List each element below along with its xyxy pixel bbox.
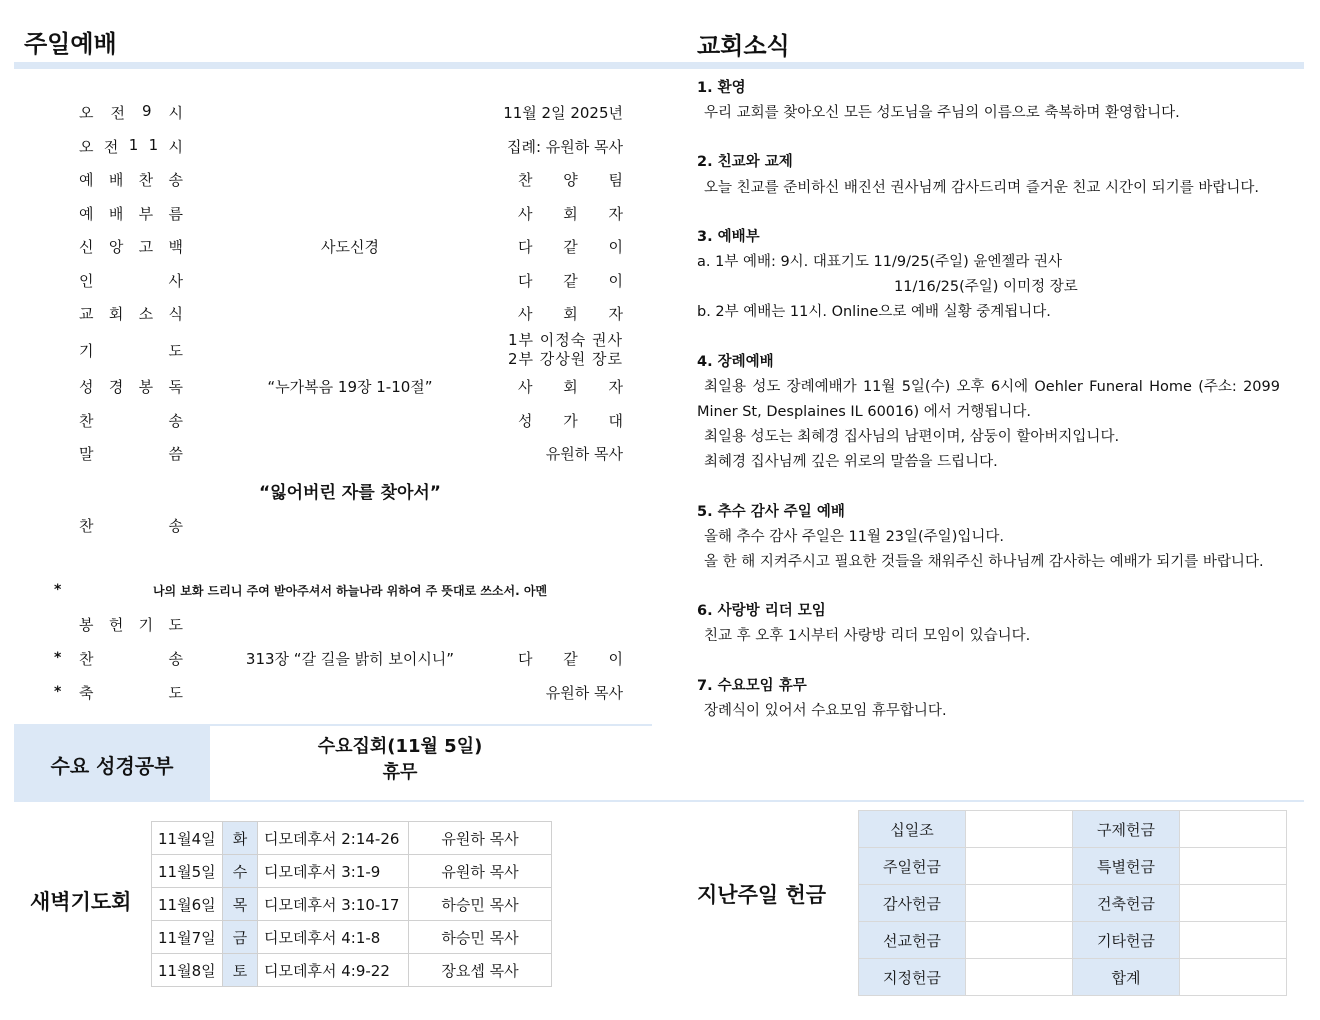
order-item: 313장 “갈 길을 밝히 보이시니” [245,650,455,668]
offering-value [1180,848,1287,885]
offering-table [858,810,1287,996]
order-label-prayer: 기 도 [79,342,183,360]
offering-label: 선교헌금 [859,922,966,959]
star-mark: * [54,582,62,598]
dawn-leader: 하승민 목사 [409,921,552,954]
dawn-date: 11월6일 [152,888,223,921]
order-leader: 다 같 이 [518,650,623,668]
offering-label: 구제헌금 [1073,811,1180,848]
dawn-text: 디모데후서 2:14-26 [258,822,409,855]
offering-row [859,959,1287,996]
news-item-line: 올해 추수 감사 주일은 11월 23일(주일)입니다. [704,528,1004,545]
dawn-day: 화 [223,822,258,855]
offering-title: 지난주일 헌금 [697,883,827,907]
offering-value [1180,885,1287,922]
bottom-divider [14,800,1304,802]
order-label-hymn: 찬 송 [79,517,183,535]
offering-row [859,885,1287,922]
wed-study-title: 수요 성경공부 [14,726,210,802]
order-label: 오 전 9 시 [79,102,183,122]
order-label: 찬 송 [79,650,183,668]
offering-label: 십일조 [859,811,966,848]
news-item-line: 11/16/25(주일) 이미정 장로 [894,279,1078,296]
news-item-line: 올 한 해 지켜주시고 필요한 것들을 채워주신 하나님께 감사하는 예배가 되기를 바랍니다. [704,554,1264,571]
offering-value [966,922,1073,959]
wed-line1: 수요집회(11월 5일) [317,736,483,757]
order-label: 축 도 [79,684,183,702]
sermon-title: “잃어버린 자를 찾아서” [259,483,441,503]
dawn-leader: 하승민 목사 [409,888,552,921]
dawn-day: 토 [223,954,258,987]
dawn-title: 새벽기도회 [30,890,132,914]
news-item-title: 5. 추수 감사 주일 예배 [697,503,845,520]
offering-row [859,811,1287,848]
dawn-leader: 유원하 목사 [409,822,552,855]
offering-label: 감사헌금 [859,885,966,922]
news-item-title: 7. 수요모임 휴무 [697,677,807,694]
dawn-row [152,822,552,855]
offering-value [966,885,1073,922]
dawn-date: 11월5일 [152,855,223,888]
dawn-text: 디모데후서 3:10-17 [258,888,409,921]
order-leader: 유원하 목사 [545,445,623,463]
order-label: 봉 헌 기 도 [79,616,183,634]
offering-label: 기타헌금 [1073,922,1180,959]
news-item-line: 친교 후 오후 1시부터 사랑방 리더 모임이 있습니다. [704,628,1031,645]
news-item [697,500,1280,576]
order-leader: 찬 양 팀 [518,171,623,189]
order-leader: 사 회 자 [518,205,623,223]
news-item [697,350,1280,476]
news-item [697,674,1280,724]
news-item-title: 3. 예배부 [697,228,760,245]
dawn-row [152,921,552,954]
news-item-line: b. 2부 예배는 11시. Online으로 예배 실황 중계됩니다. [697,304,1051,321]
news-item-line: a. 1부 예배: 9시. 대표기도 11/9/25(주일) 윤엔젤라 권사 [697,254,1063,271]
news-item-line: 오늘 친교를 준비하신 배진선 권사님께 감사드리며 즐거운 친교 시간이 되기를 바랍니다. [704,179,1259,196]
offering-value [1180,922,1287,959]
offering-label: 특별헌금 [1073,848,1180,885]
offering-label: 합계 [1073,959,1180,996]
star-mark: * [54,650,62,666]
news-item-title: 1. 환영 [697,80,746,96]
prayer-leader-2: 2부 강상원 장로 [507,350,623,368]
order-label: 교 회 소 식 [79,305,183,323]
offering-value [1180,811,1287,848]
news-item-title: 6. 사랑방 리더 모임 [697,603,826,620]
dawn-date: 11월7일 [152,921,223,954]
dawn-leader: 장요셉 목사 [409,954,552,987]
order-item: 사도신경 [321,238,379,256]
news-title: 교회소식 [697,32,790,60]
worship-title: 주일예배 [24,30,117,58]
offering-value [966,848,1073,885]
dawn-day: 수 [223,855,258,888]
order-label: 신 앙 고 백 [79,238,183,256]
news-list [697,76,1280,724]
order-leader: 유원하 목사 [545,684,623,702]
order-leader: 다 같 이 [518,272,623,290]
dawn-row [152,888,552,921]
dawn-day: 목 [223,888,258,921]
order-leader: 사 회 자 [518,378,623,396]
dawn-day: 금 [223,921,258,954]
dawn-row [152,954,552,987]
news-item-title: 4. 장례예배 [697,353,774,370]
news-item [697,599,1280,649]
dawn-text: 디모데후서 4:1-8 [258,921,409,954]
dawn-text: 디모데후서 4:9-22 [258,954,409,987]
order-label: 오 전 1 1 시 [79,136,183,156]
offering-row [859,848,1287,885]
dawn-date: 11월8일 [152,954,223,987]
offering-row [859,922,1287,959]
news-item [697,150,1280,200]
order-item: “누가복음 19장 1-10절” [267,378,433,396]
dawn-date: 11월4일 [152,822,223,855]
offering-value [966,959,1073,996]
news-item [697,76,1280,126]
dawn-row [152,855,552,888]
offering-value [966,811,1073,848]
news-item [697,225,1280,326]
order-leader: 11월 2일 2025년 [503,104,623,122]
offering-label: 건축헌금 [1073,885,1180,922]
order-label: 인 사 [79,272,183,290]
order-leader: 성 가 대 [518,412,623,430]
offering-value [1180,959,1287,996]
order-label: 찬 송 [79,412,183,430]
order-label: 말 씀 [79,445,183,463]
dawn-table [151,821,552,987]
dawn-leader: 유원하 목사 [409,855,552,888]
offering-label: 주일헌금 [859,848,966,885]
order-label: 성 경 봉 독 [79,378,183,396]
wed-study-info [210,734,590,786]
offertory-prayer: 나의 보화 드리니 주여 받아주셔서 하늘나라 위하여 주 뜻대로 쓰소서. 아멘 [152,584,548,598]
news-item-line: 최일용 성도 장례예배가 11월 5일(수) 오후 6시에 Oehler Funeral Home (주소: 2099 Miner St, Desplaines IL 60016) 에서 거행됩니다. [697,378,1280,421]
order-leader: 집례: 유원하 목사 [506,138,623,156]
news-item-line: 최일용 성도는 최혜경 집사님의 남편이며, 삼둥이 할아버지입니다. [704,429,1120,446]
news-item-line: 최혜경 집사님께 깊은 위로의 말씀을 드립니다. [704,454,998,471]
prayer-leader-1: 1부 이정숙 권사 [507,331,623,349]
order-label: 예 배 부 름 [79,205,183,223]
news-item-title: 2. 친교와 교제 [697,154,793,171]
wed-line2: 휴무 [382,762,418,783]
order-label: 예 배 찬 송 [79,171,183,189]
star-mark: * [54,684,62,700]
offering-label: 지정헌금 [859,959,966,996]
order-leader: 다 같 이 [518,238,623,256]
news-item-line: 우리 교회를 찾아오신 모든 성도님을 주님의 이름으로 축복하며 환영합니다. [704,105,1180,122]
order-leader: 사 회 자 [518,305,623,323]
header-divider [14,62,1304,69]
dawn-text: 디모데후서 3:1-9 [258,855,409,888]
news-item-line: 장례식이 있어서 수요모임 휴무합니다. [704,702,947,719]
